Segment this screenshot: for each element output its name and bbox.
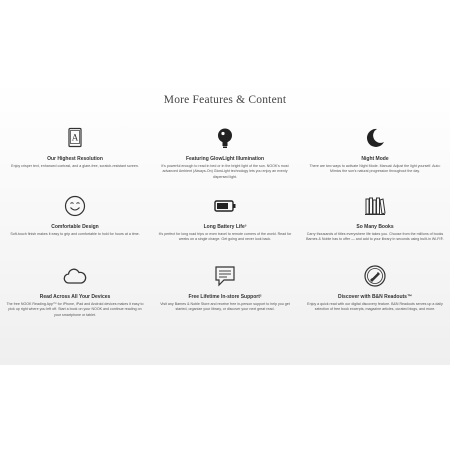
battery-icon	[213, 194, 237, 218]
chat-bubble-icon	[213, 264, 237, 288]
feature-title: Night Mode	[361, 156, 389, 162]
section-heading: More Features & Content	[163, 94, 287, 106]
feature-description: There are two ways to activate Night Mode. Manual: Adjust the light yourself. Auto: Mimics the sun's natural progression throughout the day.	[309, 164, 441, 174]
feature-title: Read Across All Your Devices	[39, 294, 111, 300]
feature-title: Long Battery Life³	[203, 224, 247, 230]
feature-title: Free Lifetime In-store Support²	[188, 294, 262, 300]
smiley-face-icon	[63, 194, 87, 218]
feature-title: Featuring GlowLight Illumination	[185, 156, 265, 162]
books-icon	[363, 194, 387, 218]
feature-title: Discover with B&N Readouts™	[338, 294, 412, 300]
feature-description: Enjoy crisper text, enhanced contrast, and a glare-free, scratch-resistant screen.	[11, 164, 139, 168]
feature-description: It's powerful enough to read in bed or in the bright light of the sun. NOOK's most advanced Ambient (Always-On) GlowLight technology lets you enjoy an evenly dispersed light.	[161, 164, 289, 179]
feature-description: Soft-touch finish makes it easy to grip and comfortable to hold for hours at a time.	[10, 232, 140, 236]
crescent-moon-icon	[363, 126, 387, 150]
readouts-icon	[363, 264, 387, 288]
letter-a-icon	[63, 126, 87, 150]
feature-title: Comfortable Design	[51, 224, 99, 230]
light-bulb-icon	[213, 126, 237, 150]
feature-description: Enjoy a quick read with our digital discovery feature. B&N Readouts serves up a daily selection of free book excerpts, magazine articles, curated blogs, and more.	[307, 302, 443, 312]
feature-title: So Many Books	[356, 224, 394, 230]
feature-description: Visit any Barnes & Noble Store and receive free in-person support to help you get started, organize your library, or discover your next great read.	[160, 302, 290, 312]
cloud-icon	[63, 264, 87, 288]
feature-title: Our Highest Resolution	[47, 156, 103, 162]
feature-description: Carry thousands of titles everywhere life takes you. Choose from the millions of books Barnes & Noble has to offer — and add to your library in seconds using built-in Wi-Fi®.	[306, 232, 444, 242]
svg-text:A: A	[71, 132, 79, 143]
feature-description: It's perfect for long road trips or even travel to remote corners of the world. Read for weeks on a single charge. Get going and never look back.	[158, 232, 292, 242]
feature-description: The free NOOK Reading App™ for iPhone, iPad and Android devices makes it easy to pick up right where you left off. Start a book on your NOOK and continue reading on your smartphone or tablet.	[6, 302, 144, 317]
